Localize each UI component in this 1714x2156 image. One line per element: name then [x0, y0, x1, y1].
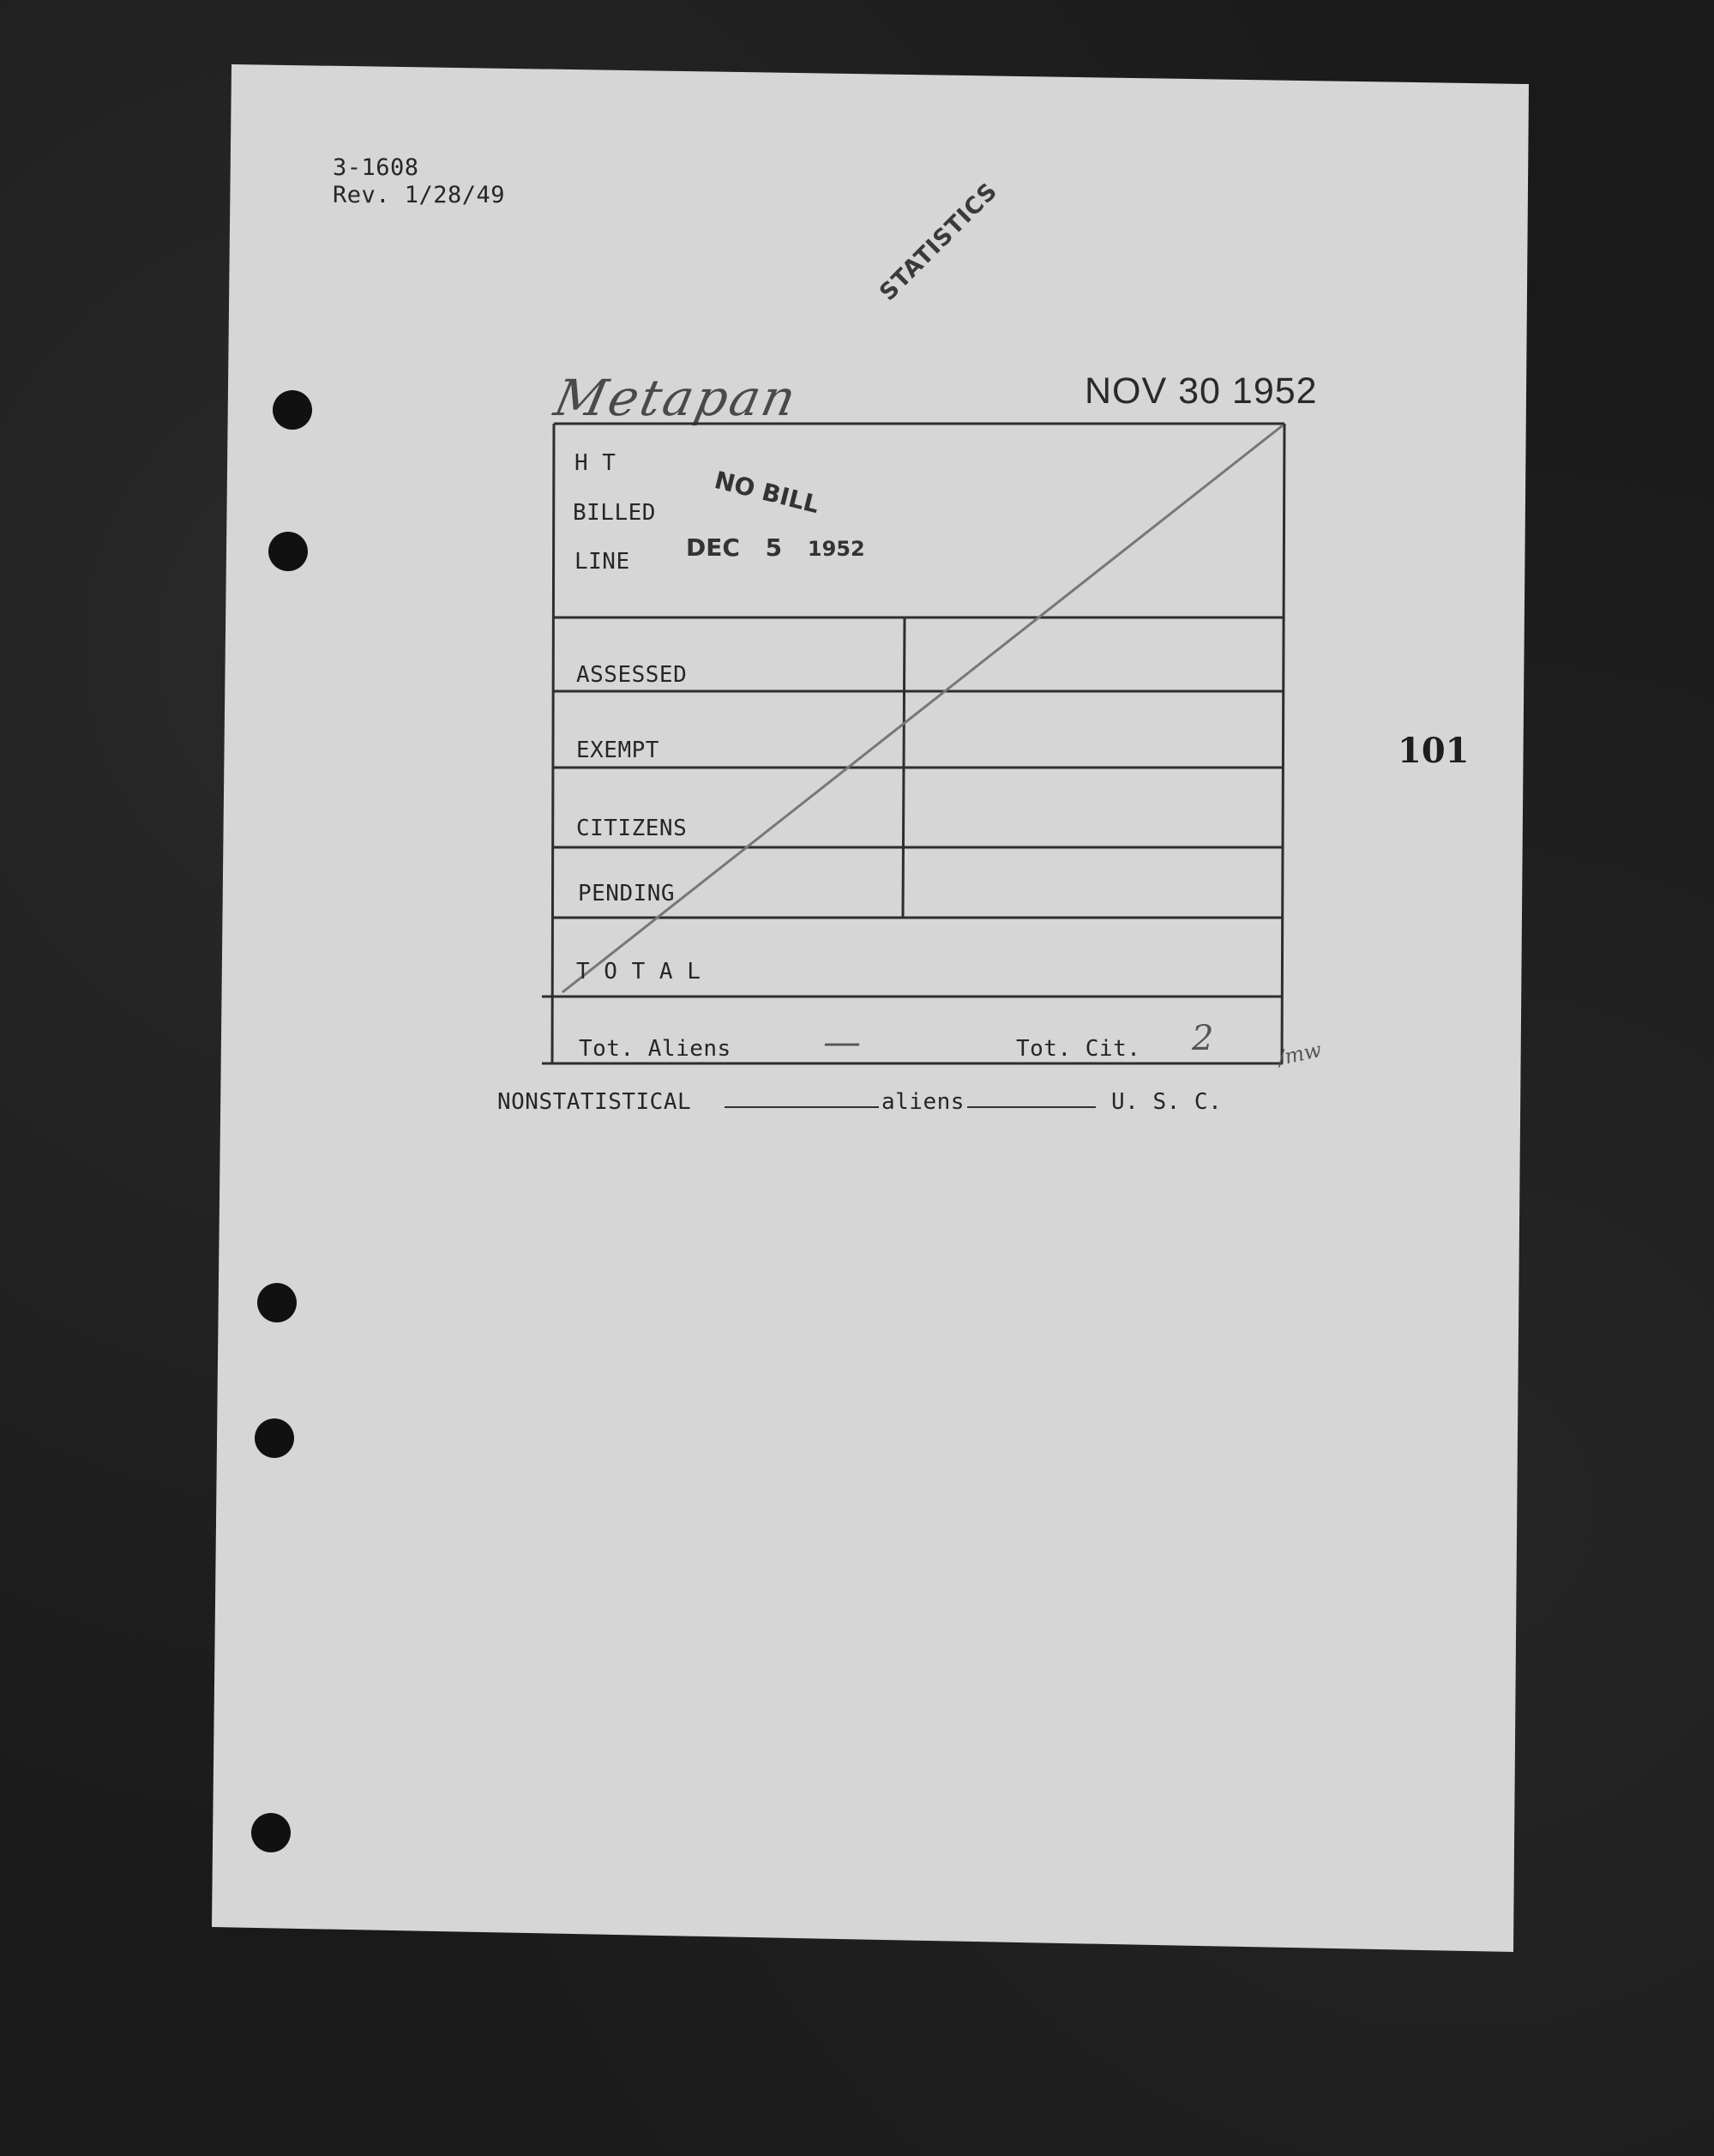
billed-date-year: 1952: [807, 537, 865, 561]
ht-label: H T: [574, 450, 616, 476]
billed-date-stamp: [686, 533, 865, 562]
statistics-stamp: STATISTICS: [875, 178, 1003, 306]
tot-aliens-value: —: [823, 1021, 861, 1064]
usc-blank-line: [967, 1106, 1096, 1108]
form-code: 3-1608: [333, 154, 419, 181]
initials: /mw: [1275, 1037, 1324, 1071]
billed-date-month-day: DEC 5: [686, 533, 783, 562]
no-bill-stamp: NO BILL: [712, 466, 822, 520]
assessed-label: ASSESSED: [576, 662, 688, 688]
aliens-label: aliens: [881, 1089, 965, 1115]
tot-cit-label: Tot. Cit.: [1016, 1036, 1141, 1062]
exempt-label: EXEMPT: [576, 738, 659, 763]
billed-label: BILLED: [573, 500, 656, 526]
page-number: 101: [1398, 731, 1470, 771]
form-revision: Rev. 1/28/49: [333, 182, 506, 208]
handwritten-location: Metapan: [549, 369, 803, 427]
tot-cit-value: 2: [1192, 1019, 1214, 1058]
nonstatistical-label: NONSTATISTICAL: [497, 1089, 692, 1115]
tot-aliens-label: Tot. Aliens: [579, 1036, 731, 1062]
citizens-label: CITIZENS: [576, 816, 688, 841]
total-label: T O T A L: [576, 959, 701, 985]
date-received-stamp: NOV 30 1952: [1085, 370, 1318, 412]
line-label: LINE: [574, 549, 630, 575]
usc-label: U. S. C.: [1111, 1089, 1223, 1115]
aliens-blank-line: [725, 1106, 879, 1108]
pending-label: PENDING: [578, 881, 676, 906]
